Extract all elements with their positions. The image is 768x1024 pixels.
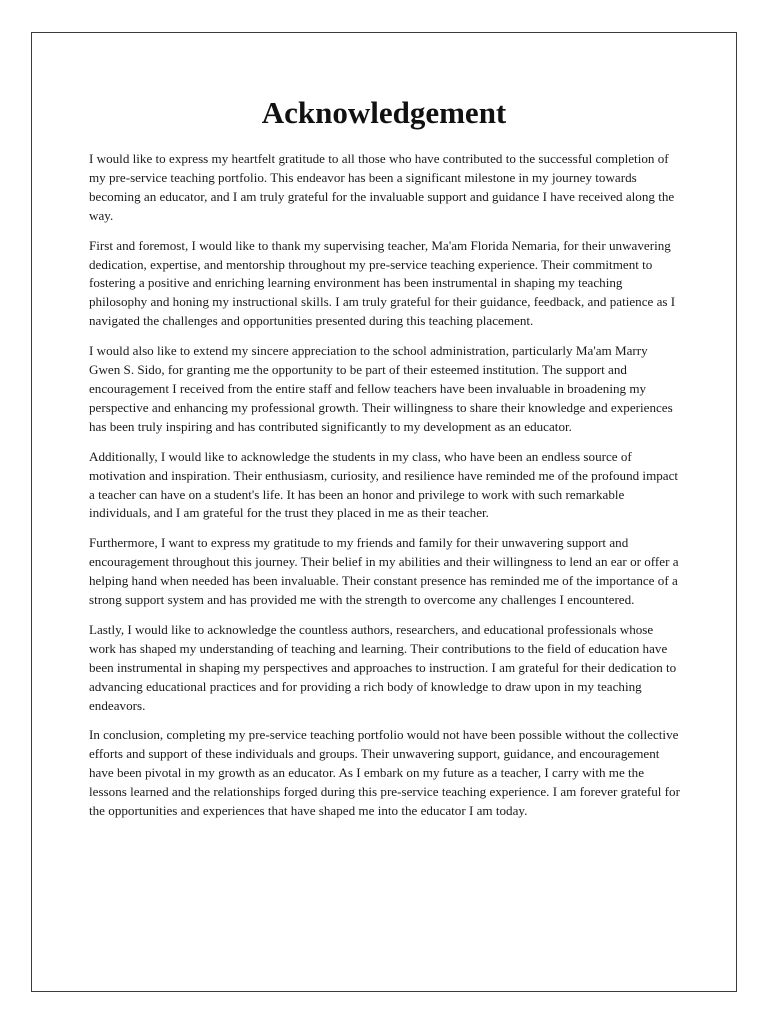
paragraph-students: Additionally, I would like to acknowledge the students in my class, who have been an endless source of motivation and inspiration. Their enthusiasm, curiosity, and resilience have reminded me of the profound impact a teacher can have on a student's life. It has been an honor and privilege to work with such remarkable individuals, and I am grateful for the trust they placed in me as their teacher. bbox=[89, 448, 679, 521]
document-body bbox=[89, 150, 681, 832]
paragraph-intro: I would like to express my heartfelt gratitude to all those who have contributed to the successful completion of my pre-service teaching portfolio. This endeavor has been a significant milestone in my journey towards becoming an educator, and I am truly grateful for the invaluable support and guidance I have received along the way. bbox=[89, 151, 675, 223]
paragraph-authors-researchers: Lastly, I would like to acknowledge the countless authors, researchers, and educational professionals whose work has shaped my understanding of teaching and learning. Their contributions to the field of education have been instrumental in shaping my perspectives and approaches to instruction. I am grateful for their dedication to advancing educational practices and for providing a rich body of knowledge to draw upon in my teaching endeavors. bbox=[89, 621, 677, 713]
paragraph-school-administration: I would also like to extend my sincere appreciation to the school administration, particularly Ma'am Marry Gwen S. Sido, for granting me the opportunity to be part of their esteemed institution. The support and encouragement I received from the entire staff and fellow teachers have been invaluable in broadening my perspective and enhancing my professional growth. Their willingness to share their knowledge and experiences has been truly inspiring and has contributed significantly to my development as an educator. bbox=[89, 343, 673, 434]
page-title: Acknowledgement bbox=[261, 95, 507, 130]
paragraph-conclusion: In conclusion, completing my pre-service teaching portfolio would not have been possible without the collective efforts and support of these individuals and groups. Their unwavering support, guidance, and encouragement have been pivotal in my growth as an educator. As I embark on my future as a teacher, I carry with me the lessons learned and the relationships forged during this pre-service teaching experience. I am forever grateful for the opportunities and experiences that have shaped me into the educator I am today. bbox=[89, 727, 680, 819]
paragraph-friends-family: Furthermore, I want to express my gratitude to my friends and family for their unwavering support and encouragement throughout this journey. Their belief in my abilities and their willingness to lend an ear or offer a helping hand when needed has been invaluable. Their constant presence has reminded me of the importance of a strong support system and has provided me with the strength to overcome any challenges I encountered. bbox=[89, 535, 679, 608]
paragraph-supervising-teacher: First and foremost, I would like to thank my supervising teacher, Ma'am Florida Nemaria, for their unwavering dedication, expertise, and mentorship throughout my pre-service teaching experience. Their commitment to fostering a positive and enriching learning environment has been instrumental in shaping my teaching philosophy and honing my instructional skills. I am truly grateful for their guidance, feedback, and patience as I navigated the challenges and opportunities presented during this teaching placement. bbox=[89, 237, 676, 329]
